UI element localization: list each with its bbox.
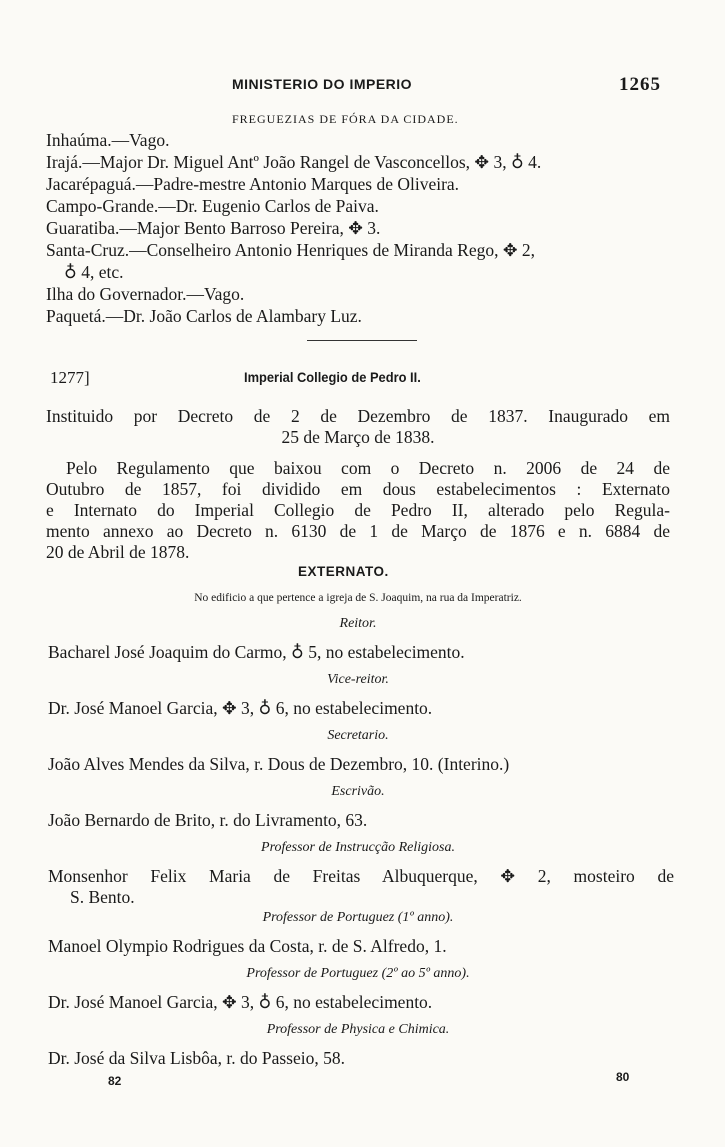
role-title: Professor de Instrucção Religiosa. — [261, 840, 455, 855]
staff-entry: João Alves Mendes da Silva, r. Dous de Dezembro, 10. (Interino.) — [48, 754, 510, 774]
regulation-paragraph-line: e Internato do Imperial Collegio de Pedro II, alterado pelo Regula- — [46, 500, 670, 520]
section-divider — [307, 340, 417, 341]
staff-entry: João Bernardo de Brito, r. do Livramento, 63. — [48, 810, 368, 830]
footer-right-number: 80 — [616, 1070, 630, 1084]
role-title: Professor de Portuguez (1º anno). — [262, 910, 454, 925]
staff-entry-continued: S. Bento. — [70, 887, 135, 907]
role-title: Reitor. — [339, 616, 377, 631]
parish-line: Paquetá.—Dr. João Carlos de Alambary Luz. — [46, 306, 362, 326]
section-number: 1277] — [50, 368, 90, 387]
parish-line: Guaratiba.—Major Bento Barroso Pereira, ✥ 3. — [46, 218, 381, 238]
parish-line: Campo-Grande.—Dr. Eugenio Carlos de Paiva. — [46, 196, 379, 216]
staff-entry: Dr. José da Silva Lisbôa, r. do Passeio, 58. — [48, 1048, 345, 1068]
footer-left-number: 82 — [108, 1074, 122, 1088]
staff-entry: Monsenhor Felix Maria de Freitas Albuquerque, ✥ 2, mosteiro de — [48, 866, 674, 886]
parish-line: Santa-Cruz.—Conselheiro Antonio Henriques de Miranda Rego, ✥ 2, — [46, 240, 536, 260]
regulation-paragraph-line: Outubro de 1857, foi dividido em dous estabelecimentos : Externato — [46, 479, 670, 499]
staff-entry: Manoel Olympio Rodrigues da Costa, r. de S. Alfredo, 1. — [48, 936, 447, 956]
running-title: MINISTERIO DO IMPERIO — [232, 76, 413, 92]
role-title: Secretario. — [327, 728, 389, 743]
externato-heading: EXTERNATO. — [298, 564, 389, 579]
intro-line: Instituido por Decreto de 2 de Dezembro de 1837. Inaugurado em — [46, 406, 670, 426]
section-title: Imperial Collegio de Pedro II. — [244, 369, 421, 385]
regulation-paragraph-line: Pelo Regulamento que baixou com o Decreto n. 2006 de 24 de — [66, 458, 670, 478]
role-title: Escrivão. — [331, 784, 385, 799]
parish-line: Jacarépaguá.—Padre-mestre Antonio Marques de Oliveira. — [46, 174, 460, 194]
regulation-paragraph-line: mento annexo ao Decreto n. 6130 de 1 de Março de 1876 e n. 6884 de — [46, 521, 670, 541]
parish-line: Ilha do Governador.—Vago. — [46, 284, 245, 304]
staff-entry: Bacharel José Joaquim do Carmo, ♁ 5, no estabelecimento. — [48, 642, 465, 662]
parish-line: Irajá.—Major Dr. Miguel Antº João Rangel de Vasconcellos, ✥ 3, ♁ 4. — [46, 152, 542, 172]
regulation-paragraph-line: 20 de Abril de 1878. — [46, 542, 190, 562]
parish-line-continued: ♁ 4, etc. — [64, 262, 124, 282]
staff-entry: Dr. José Manoel Garcia, ✥ 3, ♁ 6, no estabelecimento. — [48, 992, 433, 1012]
role-title: Professor de Portuguez (2º ao 5º anno). — [246, 966, 470, 981]
page-number: 1265 — [619, 74, 661, 95]
section-subheading: FREGUEZIAS DE FÓRA DA CIDADE. — [232, 112, 459, 126]
staff-entry: Dr. José Manoel Garcia, ✥ 3, ♁ 6, no estabelecimento. — [48, 698, 433, 718]
parish-line: Inhaúma.—Vago. — [46, 130, 170, 150]
role-title: Vice-reitor. — [327, 672, 389, 687]
role-title: Professor de Physica e Chimica. — [266, 1022, 450, 1037]
externato-location: No edificio a que pertence a igreja de S. Joaquim, na rua da Imperatriz. — [194, 592, 522, 604]
intro-line: 25 de Março de 1838. — [281, 427, 435, 447]
